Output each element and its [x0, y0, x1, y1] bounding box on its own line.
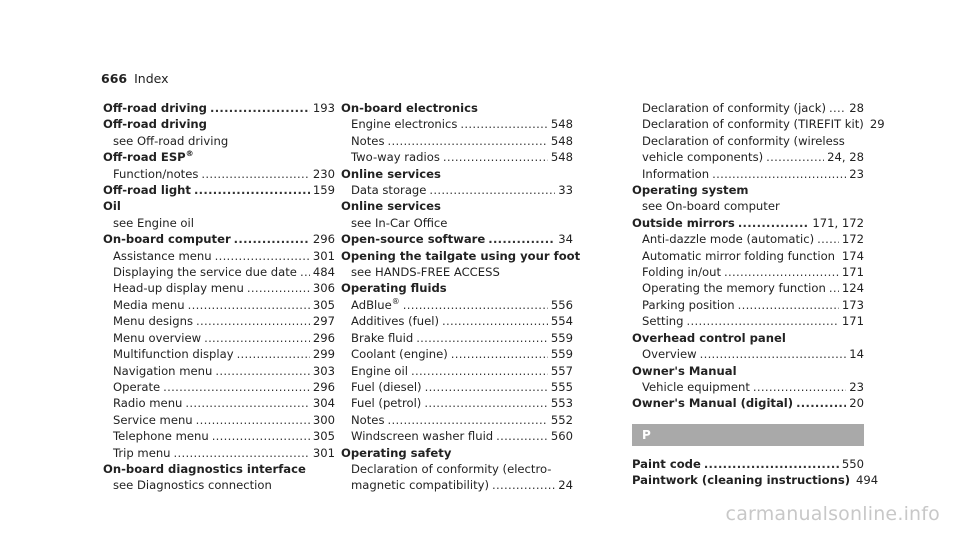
page-reference: 172 [841, 232, 864, 247]
dot-leader [247, 280, 310, 296]
entry-label: Off-road light [103, 183, 191, 198]
entry-label: Oil [103, 199, 121, 214]
entry-label: Engine oil [351, 363, 408, 378]
index-subentry [103, 346, 335, 362]
dot-leader [300, 264, 310, 280]
page-reference: 33 [558, 183, 573, 198]
entry-text [632, 456, 701, 472]
index-entry [103, 100, 335, 116]
index-subentry [341, 477, 573, 493]
page-reference: 305 [312, 297, 335, 312]
index-heading [341, 100, 573, 116]
page-reference: 299 [312, 347, 335, 362]
entry-label: magnetic compatibility) [351, 478, 490, 493]
dot-leader [829, 280, 839, 296]
entry-text [113, 428, 209, 444]
page-reference: 20 [849, 396, 864, 411]
dot-leader [215, 248, 310, 264]
page-reference: 159 [312, 183, 335, 198]
page-reference: 557 [550, 363, 573, 378]
page-reference: 553 [550, 396, 573, 411]
page-reference: 29 [869, 117, 885, 132]
index-subentry [632, 248, 864, 264]
entry-label: Operating safety [341, 445, 452, 460]
entry-text [351, 363, 408, 379]
entry-text [642, 346, 697, 362]
entry-text [351, 182, 426, 198]
entry-label: Vehicle equipment [642, 379, 750, 394]
index-heading [632, 182, 864, 198]
entry-label: see Off-road driving [113, 133, 229, 148]
entry-label: Menu overview [113, 330, 202, 345]
entry-text [351, 428, 493, 444]
dot-leader [411, 363, 548, 379]
index-subentry [341, 395, 573, 411]
entry-label: Notes [351, 412, 385, 427]
entry-label: Parking position [642, 297, 735, 312]
entry-text [351, 149, 440, 165]
dot-leader [738, 297, 839, 313]
index-subentry [341, 428, 573, 444]
entry-text [642, 313, 684, 329]
entry-text [103, 231, 231, 247]
entry-text [103, 182, 191, 198]
index-subentry [103, 166, 335, 182]
index-subentry [632, 297, 864, 313]
entry-label: Owner's Manual [632, 363, 737, 378]
entry-label: Open-source software [341, 232, 486, 247]
entry-text [351, 477, 489, 493]
index-heading [341, 280, 573, 296]
index-subentry [103, 412, 335, 428]
entry-label: Data storage [351, 183, 427, 198]
entry-label: On-board diagnostics interface [103, 461, 306, 476]
entry-text [351, 346, 448, 362]
entry-text [642, 297, 735, 313]
entry-label: Paint code [632, 456, 701, 471]
page-reference: 548 [550, 133, 573, 148]
index-heading [103, 149, 335, 165]
entry-label: Fuel (petrol) [351, 396, 422, 411]
dot-leader [424, 395, 548, 411]
entry-label: Online services [341, 166, 441, 181]
page-reference: 301 [312, 248, 335, 263]
dot-leader [492, 477, 555, 493]
entry-text [113, 297, 185, 313]
dot-leader [204, 330, 310, 346]
page-reference: 34 [558, 232, 573, 247]
dot-leader [687, 313, 839, 329]
entry-text [113, 166, 198, 182]
entry-label: Setting [642, 314, 684, 329]
dot-leader [700, 346, 847, 362]
entry-text [341, 231, 485, 247]
entry-label: Information [642, 166, 710, 181]
page-reference: 305 [312, 429, 335, 444]
dot-leader [838, 248, 839, 264]
index-entry [341, 231, 573, 247]
entry-text [113, 346, 234, 362]
page-reference: 304 [312, 396, 335, 411]
page-reference: 124 [841, 281, 864, 296]
dot-leader [704, 456, 839, 472]
page-reference: 173 [841, 297, 864, 312]
entry-label: Overview [642, 347, 697, 362]
index-subentry [103, 280, 335, 296]
entry-label: AdBlue [351, 297, 392, 312]
index-subentry [103, 445, 335, 461]
entry-label: Online services [341, 199, 441, 214]
dot-leader [460, 116, 547, 132]
index-subentry [632, 280, 864, 296]
entry-label: Brake fluid [351, 330, 414, 345]
entry-text [113, 379, 160, 395]
page-reference: 230 [312, 166, 335, 181]
entry-text [351, 116, 457, 132]
index-subentry [632, 100, 864, 116]
dot-leader [738, 215, 810, 231]
page-reference: 24 [558, 478, 573, 493]
index-subentry [341, 412, 573, 428]
dot-leader [817, 231, 839, 247]
entry-label: Media menu [113, 297, 185, 312]
page-reference: 296 [312, 379, 335, 394]
entry-text [113, 280, 244, 296]
dot-leader [451, 346, 548, 362]
entry-label: Declaration of conformity (electro- [351, 461, 552, 476]
entry-text [642, 280, 826, 296]
page-reference: 303 [312, 363, 335, 378]
entry-text [113, 313, 193, 329]
entry-label: Anti-dazzle mode (automatic) [642, 232, 815, 247]
entry-label: Opening the tailgate using your foot [341, 248, 581, 263]
index-entry [632, 456, 864, 472]
entry-text [113, 395, 182, 411]
page-reference: 306 [312, 281, 335, 296]
entry-text [113, 445, 171, 461]
index-subentry [103, 248, 335, 264]
index-subentry [103, 313, 335, 329]
entry-label: Function/notes [113, 166, 199, 181]
index-subentry [632, 379, 864, 395]
entry-label: Operating system [632, 183, 749, 198]
index-heading [341, 248, 581, 264]
index-subentry [341, 346, 573, 362]
entry-label: Operating the memory function [642, 281, 826, 296]
page-reference: 548 [550, 150, 573, 165]
index-subentry [632, 346, 864, 362]
index-subentry [341, 297, 573, 313]
entry-text [632, 472, 850, 488]
entry-label: On-board electronics [341, 101, 478, 115]
entry-label: Two-way radios [351, 150, 440, 165]
see-reference [341, 264, 573, 280]
dot-leader [425, 379, 548, 395]
page-reference: 555 [550, 379, 573, 394]
see-reference [103, 477, 335, 493]
entry-text [642, 116, 864, 132]
dot-leader [215, 363, 310, 379]
entry-text [632, 215, 735, 231]
index-subentry [341, 149, 573, 165]
entry-label: Fuel (diesel) [351, 379, 422, 394]
dot-leader [429, 182, 555, 198]
index-letter-heading: P [632, 424, 864, 446]
entry-label: see In-Car Office [351, 215, 448, 230]
index-heading [341, 198, 573, 214]
index-subentry [341, 116, 573, 132]
index-subentry [632, 264, 864, 280]
entry-text [351, 330, 413, 346]
entry-label: Off-road driving [103, 101, 207, 115]
dot-leader [753, 379, 846, 395]
index-subentry [103, 428, 335, 444]
entry-label: Paintwork (cleaning instructions) [632, 473, 851, 488]
page-header [101, 71, 169, 86]
dot-leader [163, 379, 310, 395]
entry-text [103, 100, 207, 116]
entry-text [642, 264, 721, 280]
index-subentry [341, 133, 573, 149]
entry-text [642, 379, 750, 395]
index-entry [103, 182, 335, 198]
page-reference: 484 [312, 265, 335, 280]
index-subentry [103, 297, 335, 313]
entry-label: see On-board computer [642, 199, 780, 214]
entry-label: Telephone menu [113, 429, 209, 444]
entry-label: Declaration of conformity (wireless [642, 133, 845, 148]
page-reference: 171 [841, 314, 864, 329]
entry-label: Declaration of conformity (TIREFIT kit) [642, 117, 864, 132]
registered-mark: ® [391, 297, 400, 307]
dot-leader [712, 166, 846, 182]
entry-label: Assistance menu [113, 248, 212, 263]
entry-label: Service menu [113, 412, 193, 427]
see-reference [632, 198, 864, 214]
index-subentry [103, 379, 335, 395]
dot-leader [442, 313, 548, 329]
section-title: Index [134, 71, 169, 86]
index-column-2 [341, 100, 581, 494]
page-reference: 559 [550, 330, 573, 345]
index-heading [632, 363, 864, 379]
dot-leader [210, 100, 310, 116]
dot-leader [443, 149, 548, 165]
entry-label: Folding in/out [642, 265, 722, 280]
dot-leader [724, 264, 839, 280]
entry-label: Operate [113, 379, 161, 394]
index-subentry [103, 363, 335, 379]
dot-leader [234, 231, 310, 247]
page-reference: 14 [849, 347, 864, 362]
entry-label: Engine electronics [351, 117, 458, 132]
dot-leader [185, 395, 309, 411]
dot-leader [416, 330, 548, 346]
dot-leader [829, 100, 846, 116]
dot-leader [796, 395, 846, 411]
dot-leader [194, 182, 310, 198]
entry-text [351, 412, 385, 428]
page-reference: 24, 28 [827, 150, 864, 165]
entry-text [351, 395, 421, 411]
entry-label: Notes [351, 133, 385, 148]
index-subentry [632, 166, 864, 182]
page-reference: 28 [849, 101, 864, 115]
registered-mark: ® [185, 149, 194, 159]
index-subentry [103, 330, 335, 346]
entry-label: vehicle components) [642, 150, 764, 165]
entry-label: Operating fluids [341, 281, 447, 296]
entry-label: Navigation menu [113, 363, 213, 378]
index-entry [103, 231, 335, 247]
entry-label: On-board computer [103, 232, 231, 247]
entry-label: Declaration of conformity (jack) [642, 101, 827, 115]
entry-text [113, 412, 193, 428]
see-reference [103, 133, 335, 149]
index-heading [341, 166, 573, 182]
index-subentry [341, 182, 573, 198]
entry-label: Outside mirrors [632, 215, 735, 230]
page-reference: 301 [312, 445, 335, 460]
entry-text [642, 100, 826, 116]
page-reference: 171, 172 [812, 215, 864, 230]
page-reference: 494 [856, 473, 879, 488]
page-reference: 171 [841, 265, 864, 280]
dot-leader [403, 297, 548, 313]
index-subentry [341, 330, 573, 346]
page-reference: 296 [312, 330, 335, 345]
entry-text [113, 264, 297, 280]
entry-text [351, 297, 400, 313]
entry-text [642, 231, 814, 247]
page-reference: 552 [550, 412, 573, 427]
index-heading [341, 445, 573, 461]
page-reference: 550 [841, 456, 864, 471]
page-reference: 559 [550, 347, 573, 362]
dot-leader [188, 297, 310, 313]
page-reference: 296 [312, 232, 335, 247]
dot-leader [201, 166, 309, 182]
entry-label: Overhead control panel [632, 330, 786, 345]
entry-label: Displaying the service due date [113, 265, 297, 280]
entry-label: Owner's Manual (digital) [632, 396, 794, 411]
page-reference: 556 [550, 297, 573, 312]
page-reference: 554 [550, 314, 573, 329]
entry-text [642, 166, 709, 182]
index-entry [632, 472, 879, 488]
entry-text [113, 330, 201, 346]
index-entry [632, 395, 864, 411]
page-reference: 23 [849, 166, 864, 181]
entry-text [642, 149, 763, 165]
entry-text [642, 248, 835, 264]
dot-leader [196, 412, 310, 428]
index-heading [632, 330, 864, 346]
index-subentry [632, 116, 885, 132]
entry-text [113, 248, 212, 264]
entry-label: Multifunction display [113, 347, 234, 362]
dot-leader [212, 428, 310, 444]
index-subentry [632, 313, 864, 329]
dot-leader [488, 231, 555, 247]
index-heading [103, 198, 335, 214]
page-reference: 23 [849, 379, 864, 394]
page-reference: 548 [550, 117, 573, 132]
entry-label: Trip menu [113, 445, 171, 460]
page-reference: 560 [550, 429, 573, 444]
dot-leader [388, 412, 548, 428]
entry-label: Off-road driving [103, 117, 207, 132]
entry-label: Coolant (engine) [351, 347, 448, 362]
index-subentry [103, 264, 335, 280]
entry-label: Radio menu [113, 396, 183, 411]
index-subentry [341, 379, 573, 395]
index-column-3 [632, 100, 885, 489]
dot-leader [196, 313, 310, 329]
index-subentry [341, 313, 573, 329]
see-reference [103, 215, 335, 231]
index-column-1 [103, 100, 335, 494]
index-heading [103, 116, 335, 132]
dot-leader [174, 445, 310, 461]
page-reference: 300 [312, 412, 335, 427]
index-subentry [103, 395, 335, 411]
see-reference [632, 133, 864, 149]
index-subentry [632, 231, 864, 247]
dot-leader [496, 428, 548, 444]
index-subentry [632, 149, 864, 165]
entry-label: Off-road ESP [103, 150, 186, 165]
entry-text [351, 133, 385, 149]
entry-text [632, 395, 793, 411]
index-heading [103, 461, 335, 477]
index-entry [632, 215, 864, 231]
entry-text [351, 379, 422, 395]
index-subentry [341, 363, 573, 379]
dot-leader [237, 346, 310, 362]
entry-label: Additives (fuel) [351, 314, 439, 329]
page-reference: 174 [841, 248, 864, 263]
entry-label: Head-up display menu [113, 281, 244, 296]
page-number: 666 [101, 71, 128, 86]
see-reference [341, 461, 573, 477]
entry-label: see Diagnostics connection [113, 478, 272, 493]
entry-text [113, 363, 212, 379]
entry-label: see Engine oil [113, 215, 194, 230]
dot-leader [766, 149, 824, 165]
page-reference: 297 [312, 314, 335, 329]
entry-label: see HANDS-FREE ACCESS [351, 265, 500, 280]
dot-leader [388, 133, 548, 149]
page-reference: 193 [312, 101, 335, 115]
entry-label: Menu designs [113, 314, 194, 329]
see-reference [341, 215, 573, 231]
entry-text [351, 313, 439, 329]
entry-label: Windscreen washer fluid [351, 429, 494, 444]
entry-label: Automatic mirror folding function [642, 248, 836, 263]
watermark: carmanualsonline.info [725, 503, 940, 525]
